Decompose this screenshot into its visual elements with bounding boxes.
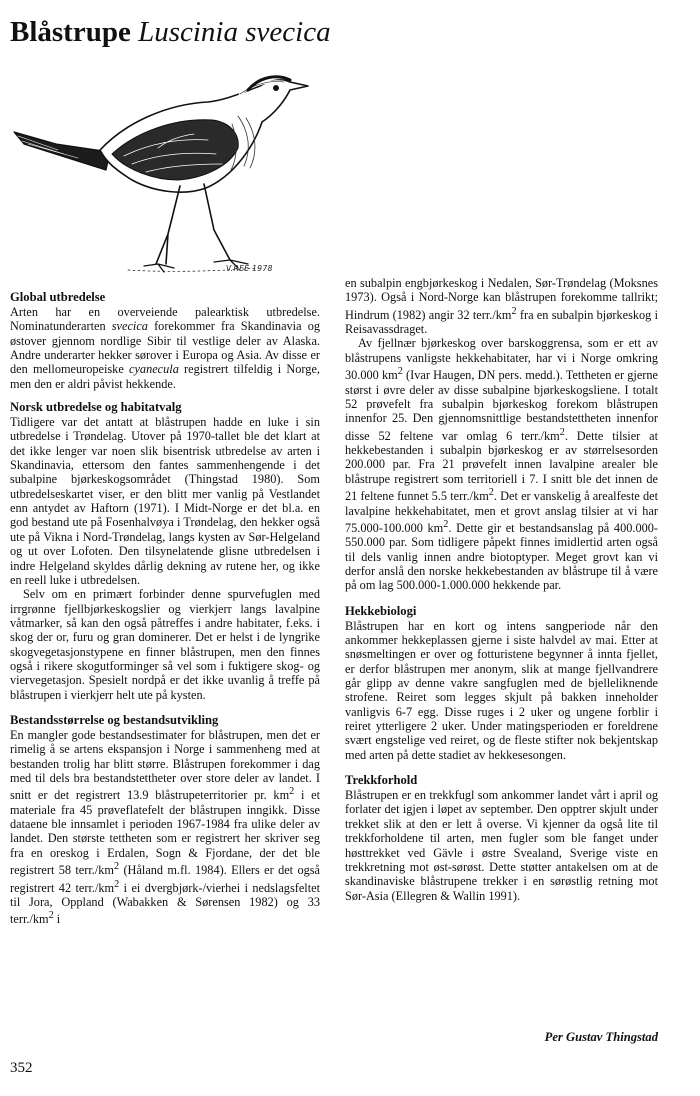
superscript: 2: [48, 910, 54, 922]
page-title: [10, 14, 331, 50]
text-run: registrert tilfeldig i Norge, men den er aldri påvist hekkende.: [10, 362, 320, 391]
paragraph-breeding: Blåstrupen har en kort og intens sangperiode når den ankommer hekkeplassen gjerne i siste halvdel av mai. Etter at snøsmeltingen er over og fotturistene begynner å innta fjellet, er derfor blåstrupen mer anonym, slik at mange fjellvandrere går glipp av denne vakre sangfuglen med de bjelleliknende strofene. Reiret som legges skjult på bakken inneholder vanligvis 6-7 egg. Disse ruges i 2 uker og ungene forblir i reiret ytterligere 2 uker. Under matingsperioden er foreldrene svært engstelige ved reiret, og de fleste stifter nok bekjentskap med arten på dette stadiet av hekkesesongen.: [345, 618, 658, 762]
superscript: 2: [397, 366, 403, 378]
superscript: 2: [113, 861, 120, 873]
text-run: forekommer fra Skandinavia og østover gjennom nordlige Sibir til vestlige deler av Alaska. Andre underarter hekker sørover i Europa og Asia. Av disse er den mellomeuropeiske: [10, 319, 320, 377]
paragraph-population-estimate: [345, 336, 658, 592]
text-run: . Det er vanskelig å arealfeste det lavalpine hekkehabitatet, men et grovt anslag tilsier at vi har 75.000-100.000 km: [345, 489, 658, 535]
superscript: 2: [443, 518, 449, 530]
text-run: En mangler gode bestandsestimater for blåstrupen, men det er rimelig å se artens ekspansjon i Norge i sammenheng med at bestanden trolig har blitt større. Blåstrupen forekommer i dag med til dels bra bestandstettheter over store deler av landet. I snitt er det registrert 13.9 blåstrupeterritorier pr. km: [10, 727, 320, 803]
section-heading-norway: Norsk utbredelse og habitatvalg: [10, 400, 182, 415]
superscript: 2: [488, 487, 494, 499]
left-column: [10, 290, 320, 927]
superscript: 2: [559, 426, 565, 438]
taxon-name: cyanecula: [129, 362, 179, 377]
section-heading-global: Global utbredelse: [10, 290, 106, 304]
author-name: Per Gustav Thingstad: [544, 1030, 658, 1044]
section-heading-breeding: Hekkebiologi: [345, 603, 417, 618]
text-run: . Dette tilsier at hekkebestanden i subalpin bjørkeskog er av størrelsesorden 200.000 par. Fra 21 prøvefelt innen lavalpine arealer ble blåstrupe registrert som territoriell i 7. I snitt ble det innen de 21 feltene funnet 5.5 terr./km: [345, 428, 658, 504]
paragraph-global: [10, 305, 320, 391]
superscript: 2: [511, 305, 517, 317]
text-run: (Ivar Haugen, DN pers. medd.). Tettheten er gjerne størst i øvre deler av disse subalpine bjørkeskogsliene. I totalt 52 prøvefelt fra subalpin bjørkeskog forekom blåstrupen innenfor 25. Den gjennomsnittlige bestandstettheten innenfor disse 52 feltene var omlag 6 terr./km: [345, 368, 658, 443]
taxon-name: svecica: [111, 319, 148, 334]
paragraph-population: [10, 728, 320, 927]
right-column: [345, 276, 658, 903]
superscript: 2: [289, 786, 295, 798]
superscript: 2: [114, 878, 120, 890]
text-run: i ei dvergbjørk-/vierhei i nedslagsfeltet til Jora, Oppland (Wabakken & Sørensen 1982) og 33 terr./km: [10, 880, 321, 927]
text-run: i et materiale fra 45 prøveflatefelt der blåstrupen inngikk. Disse dataene ble innsamlet i perioden 1967-1984 fra ulike deler av landet. Den største tettheten som er registrert her skriver seg fra en oreskog i Erdalen, Sogn & Fjordane, der det ble registrert 58 terr./km: [10, 788, 320, 878]
text-run: i: [53, 912, 61, 927]
paragraph-norway-1: Tidligere var det antatt at blåstrupen hadde en luke i sin utbredelse i Trøndelag. Utover på 1970-tallet ble det klart at det ikke lenger var noen slik bisentrisk utbredelse av arten i Skandinavia, ettersom den fantes sammenhengende i det subalpine bjørkeskogsområdet (Thingstad 1980). Som utbredelseskartet viser, er den blitt mer vanlig på Vestlandet enn antydet av Haftorn (1971). I Midt-Norge er det bl.a. en god bestand ute på Fosenhalvøya i Trøndelag, den hekker også ute på Vikna i Nord-Trøndelag, langs kysten av Sør-Helgeland og ut over Lofoten. Den tilsynelatende glisne utbredelsen i indre Helgeland skyldes dårlig dekning av rutene her, og ikke en reell luke i utbredelsen.: [10, 415, 320, 587]
text-run: Av fjellnær bjørkeskog over barskoggrensa, som er ett av blåstrupens vanligste hekkehabitater, har vi i Norge omkring 30.000 km: [345, 336, 658, 383]
artist-signature: V.REE 1978: [226, 264, 273, 273]
paragraph-norway-2: Selv om en primært forbinder denne spurvefuglen med irrgrønne fjellbjørkeskogslier og vierkjerr langs lavalpine våtmarker, så kan den også påtreffes i andre habitater, f.eks. i skog der or, furu og gran dominerer. Det er helst i de lyngrike skogvegetasjonstypene en finner blåstrupen, men den finnes også i rikere skogutforminger så vel som i fuktigere skog- og viervegetasjon. Spesielt nordpå er det ikke uvanlig å treffe på blåstrupen i vierkjerr helt ute på kysten.: [10, 587, 320, 702]
scientific-name: Luscinia svecica: [138, 16, 331, 48]
text-run: en subalpin engbjørkeskog i Nedalen, Sør-Trøndelag (Moksnes 1973). Også i Nord-Norge kan blåstrupen forekomme tallrikt; Hindrum (1982) angir 32 terr./km: [345, 276, 658, 322]
text-run: fra en subalpin bjørkeskog i Reisavassdraget.: [345, 307, 658, 337]
section-heading-migration: Trekkforhold: [345, 773, 418, 788]
section-heading-population: Bestandsstørrelse og bestandsutvikling: [10, 712, 219, 727]
bluethroat-bird-drawing: [8, 58, 328, 280]
text-run: . Dette gir et bestandsanslag på 400.000-550.000 par. Som tidligere påpekt finnes imidlertid arten også til dels vanlig innen andre biotoptyper. Meget grovt kan vi derfor anslå den norske hekkebestanden av blåstrupe til å være på om lag 500.000-1.000.000 hekkende par.: [345, 520, 658, 593]
paragraph-migration: Blåstrupen er en trekkfugl som ankommer landet vårt i april og forlater det igjen i løpet av september. Den opptrer skjult under trekket slik at den er lett å overse. Vi kjenner da også lite til trekkforholdene til arten, men fugler som ble fanget under høsttrekket ved Gävle i østre Svealand, Sverige viste en trekkretning mot øst-sørøst. Dette støtter antakelsen om at de skandinaviske blåstrupene trekker i en sørøstlig retning mot Sør-Asia (Ellegren & Wallin 1991).: [345, 788, 658, 903]
paragraph-population-cont: [345, 276, 658, 336]
text-run: Arten har en overveiende palearktisk utbredelse. Nominatunderarten: [10, 305, 320, 334]
page-number: 352: [10, 1060, 33, 1076]
common-name: Blåstrupe: [10, 16, 131, 48]
text-run: (Håland m.fl. 1984). Ellers er det også registrert 42 terr./km: [10, 863, 320, 895]
